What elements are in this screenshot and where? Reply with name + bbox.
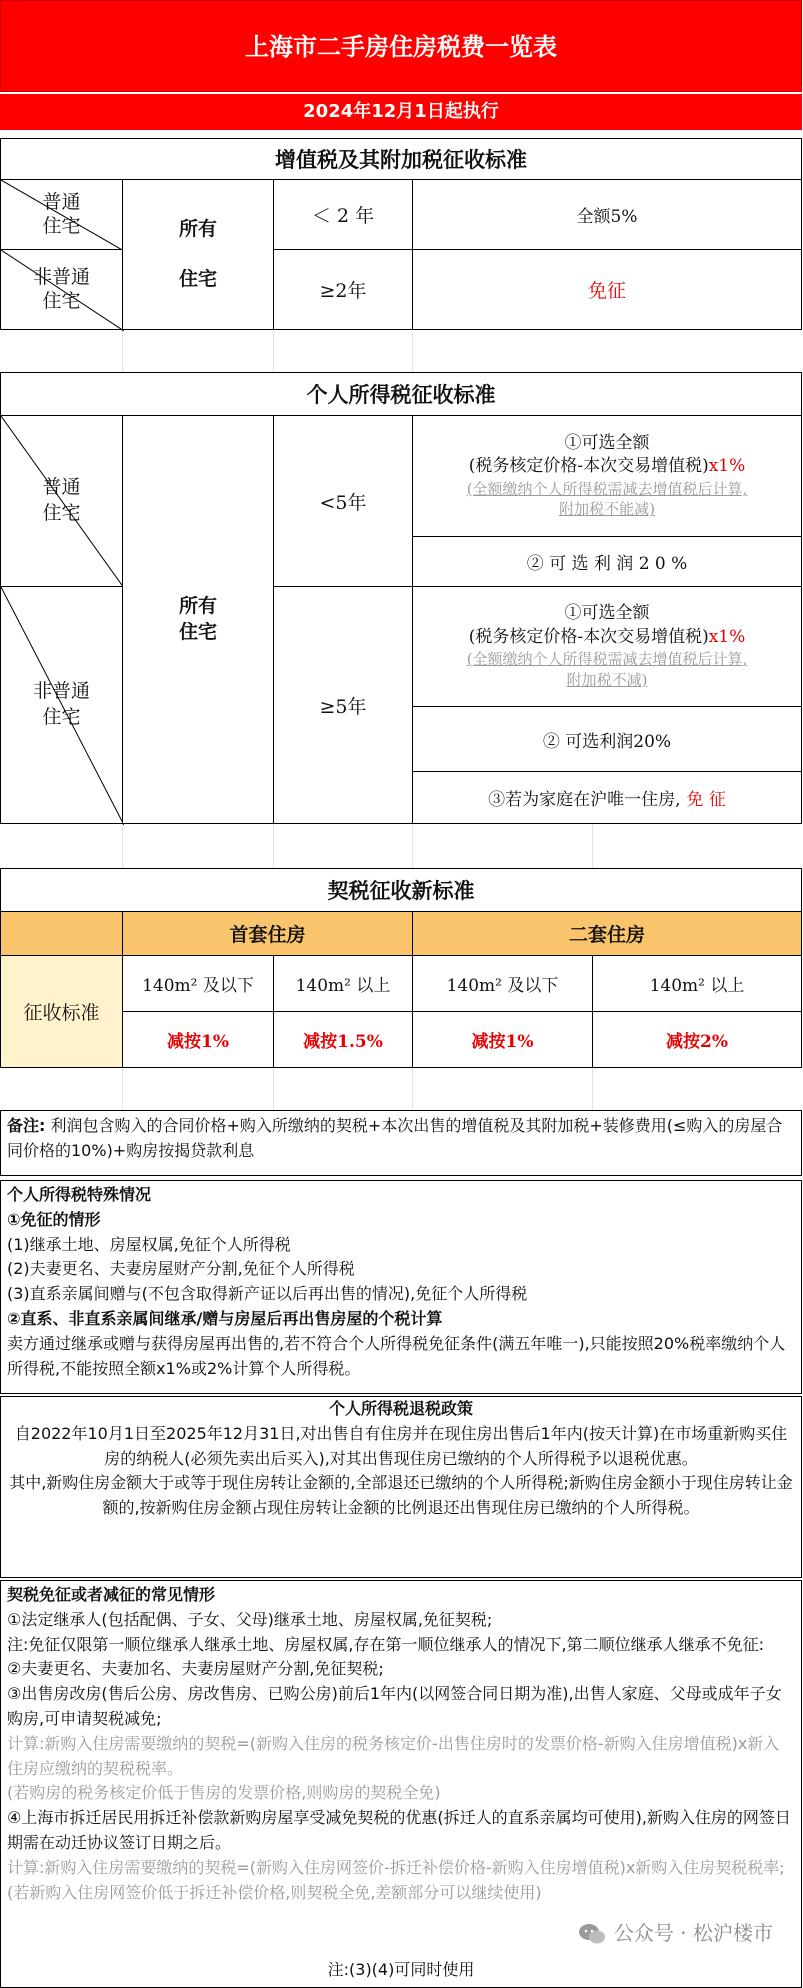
- vat-type2-cell: [0, 249, 123, 330]
- option1-formula: (税务核定价格-本次交易增值税): [468, 456, 709, 477]
- deed-exempt-line-4: ③出售房改房(售后公房、房改售房、已购公房)前后1年内(以网签合同日期为准),出售人家庭、父母或成年子女购房,可申请契税减免;: [7, 1684, 782, 1728]
- income-type1-text: 普通住宅: [42, 476, 81, 524]
- option3-text: ③若为家庭在沪唯一住房,: [488, 790, 681, 810]
- refund-policy-box: [0, 1396, 802, 1578]
- vat-scope-cell: [122, 179, 274, 330]
- special-heading-1: ①免征的情形: [7, 1209, 101, 1229]
- income-term-lt5: <5年: [273, 415, 413, 587]
- remark-text: 利润包含购入的合同价格+购入所缴纳的契税+本次出售的增值税及其附加税+装修费用(≤购入的房屋合同价格的10%)+购房按揭贷款利息: [7, 1116, 783, 1160]
- option1-line1: ①可选全额: [564, 432, 650, 453]
- option1-rate: x1%: [708, 456, 746, 477]
- watermark-text: 公众号 · 松沪楼市: [613, 1921, 773, 1945]
- option1b-note-a: (全额缴纳个人所得税需减去增值税后计算,: [466, 650, 748, 669]
- option3-exempt: 免 征: [686, 790, 726, 810]
- income-title: 个人所得税征收标准: [0, 372, 802, 416]
- vat-scope-text: 所有住宅: [178, 218, 217, 290]
- deed-area-1: 140m² 及以下: [122, 955, 274, 1012]
- grid-line: [273, 824, 274, 868]
- option1b-rate: x1%: [708, 626, 746, 647]
- deed-exempt-line-8: 计算:新购入住房需要缴纳的契税=(新购入住房网签价-拆迁补偿价格-新购入住房增值税)x新购入住房契税税率;(若新购入住房网签价低于拆迁补偿价格,则契税全免,差额部分可以继续使用): [7, 1857, 785, 1902]
- deed-rate-4: 减按2%: [592, 1011, 802, 1068]
- deed-rate-1: 减按1%: [122, 1011, 274, 1068]
- option1-line2: [469, 455, 746, 478]
- special-cases-box: [0, 1180, 802, 1394]
- deed-exempt-footer: 注:(3)(4)可同时使用: [327, 1960, 475, 1980]
- vat-type1-cell: [0, 179, 123, 250]
- income-type2-text: 非普通住宅: [32, 680, 90, 728]
- income-option3: [412, 771, 802, 824]
- deed-exempt-line-6: (若购房的税务核定价低于售房的发票价格,则购房的契税全免): [7, 1783, 441, 1803]
- refund-paragraph-1: 自2022年10月1日至2025年12月31日,对出售自有住房并在现住房出售后1年内(按天计算)在市场重新购买住房的纳税人(必须先卖出后买入),对其出售现住房已缴纳的个人所得税予以退税优惠。: [14, 1423, 788, 1468]
- vat-rate-lt2: 全额5%: [412, 179, 802, 250]
- deed-second-home: 二套住房: [412, 911, 802, 956]
- vat-type1-text: 普通住宅: [42, 190, 81, 237]
- income-scope-text: 所有住宅: [178, 594, 217, 643]
- grid-line: [273, 1068, 274, 1110]
- income-type1-cell: [0, 415, 123, 587]
- option1b-formula: (税务核定价格-本次交易增值税): [468, 626, 709, 647]
- income-term-ge5: ≥5年: [273, 586, 413, 824]
- deed-exempt-line-2: 注:免征仅限第一顺位继承人继承土地、房屋权属,存在第一顺位继承人的情况下,第二顺位继承人继承不免征:: [7, 1634, 764, 1654]
- grid-line: [273, 330, 274, 372]
- grid-line: [412, 330, 413, 372]
- vat-term-ge2: ≥2年: [273, 249, 413, 330]
- refund-title: 个人所得税退税政策: [328, 1399, 473, 1418]
- deed-area-3: 140m² 及以下: [412, 955, 593, 1012]
- vat-type1-label: [41, 191, 83, 239]
- special-title: 个人所得税特殊情况: [7, 1185, 152, 1204]
- income-option1-a: [412, 415, 802, 537]
- vat-rate-ge2: 免征: [412, 249, 802, 330]
- income-option2-a: ② 可 选 利 润 2 0 %: [412, 536, 802, 587]
- refund-paragraph-2: 其中,新购住房金额大于或等于现住房转让金额的,全部退还已缴纳的个人所得税;新购住房金额小于现住房转让金额的,按新购住房金额占现住房转让金额的比例退还出售现住房已缴纳的个人所得税。: [9, 1473, 793, 1518]
- grid-line: [412, 1068, 413, 1110]
- deed-exempt-title: 契税免征或者减征的常见情形: [7, 1585, 216, 1604]
- deed-exempt-line-7: ④上海市拆迁居民用拆迁补偿款新购房屋享受减免契税的优惠(拆迁人的直系亲属均可使用),新购入住房的网签日期需在动迁协议签订日期之后。: [7, 1808, 791, 1852]
- deed-exempt-line-1: ①法定继承人(包括配偶、子女、父母)继承土地、房屋权属,免征契税;: [7, 1609, 493, 1629]
- remark-box: [0, 1110, 802, 1176]
- special-paragraph-2: 卖方通过继承或赠与获得房屋再出售的,若不符合个人所得税免征条件(满五年唯一),只能按照20%税率缴纳个人所得税,不能按照全额x1%或2%计算个人所得税。: [7, 1333, 786, 1378]
- income-type2-cell: [0, 586, 123, 824]
- special-item-2: (2)夫妻更名、夫妻房屋财产分割,免征个人所得税: [7, 1259, 355, 1279]
- income-option1-b: [412, 586, 802, 707]
- deed-label: 征收标准: [0, 955, 123, 1068]
- grid-line: [122, 824, 123, 868]
- wechat-icon: [578, 1922, 606, 1946]
- deed-first-home: 首套住房: [122, 911, 413, 956]
- special-heading-2: ②直系、非直系亲属间继承/赠与房屋后再出售房屋的个税计算: [7, 1308, 443, 1328]
- deed-exempt-line-3: ②夫妻更名、夫妻加名、夫妻房屋财产分割,免征契税;: [7, 1659, 384, 1679]
- deed-exempt-box: [0, 1580, 802, 1988]
- watermark: [578, 1918, 773, 1949]
- remark-label: 备注:: [7, 1116, 46, 1135]
- deed-rate-2: 减按1.5%: [273, 1011, 413, 1068]
- deed-header-blank: [0, 911, 123, 956]
- option1b-line2: [469, 626, 746, 649]
- special-item-3: (3)直系亲属间赠与(不包含取得新产证以后再出售的情况),免征个人所得税: [7, 1284, 528, 1304]
- option1b-note-b: 附加税不减): [566, 670, 648, 689]
- deed-exempt-line-5: 计算:新购入住房需要缴纳的契税=(新购入住房的税务核定价-出售住房时的发票价格-新购入住房增值税)x新入住房应缴纳的契税税率。: [7, 1733, 780, 1778]
- option1b-line1: ①可选全额: [564, 603, 650, 624]
- grid-line: [122, 330, 123, 372]
- deed-rate-3: 减按1%: [412, 1011, 593, 1068]
- special-item-1: (1)继承土地、房屋权属,免征个人所得税: [7, 1234, 291, 1254]
- grid-line: [412, 824, 413, 868]
- vat-term-lt2: ＜ 2 年: [273, 179, 413, 250]
- option1-note-b: 附加税不能减): [559, 500, 655, 519]
- grid-line: [122, 1068, 123, 1110]
- vat-type2-text: 非普通住宅: [32, 265, 90, 312]
- effective-date: 2024年12月1日起执行: [0, 94, 802, 130]
- income-option2-b: ② 可选利润20%: [412, 706, 802, 772]
- deed-area-2: 140m² 以上: [273, 955, 413, 1012]
- vat-type2-label: [31, 266, 92, 314]
- option1-note-a: (全额缴纳个人所得税需减去增值税后计算,: [466, 479, 748, 498]
- vat-title: 增值税及其附加税征收标准: [0, 138, 802, 180]
- income-scope-cell: [122, 415, 274, 824]
- grid-line: [592, 824, 593, 868]
- deed-title: 契税征收新标准: [0, 868, 802, 912]
- grid-line: [592, 1068, 593, 1110]
- page-title: 上海市二手房住房税费一览表: [0, 0, 802, 92]
- deed-area-4: 140m² 以上: [592, 955, 802, 1012]
